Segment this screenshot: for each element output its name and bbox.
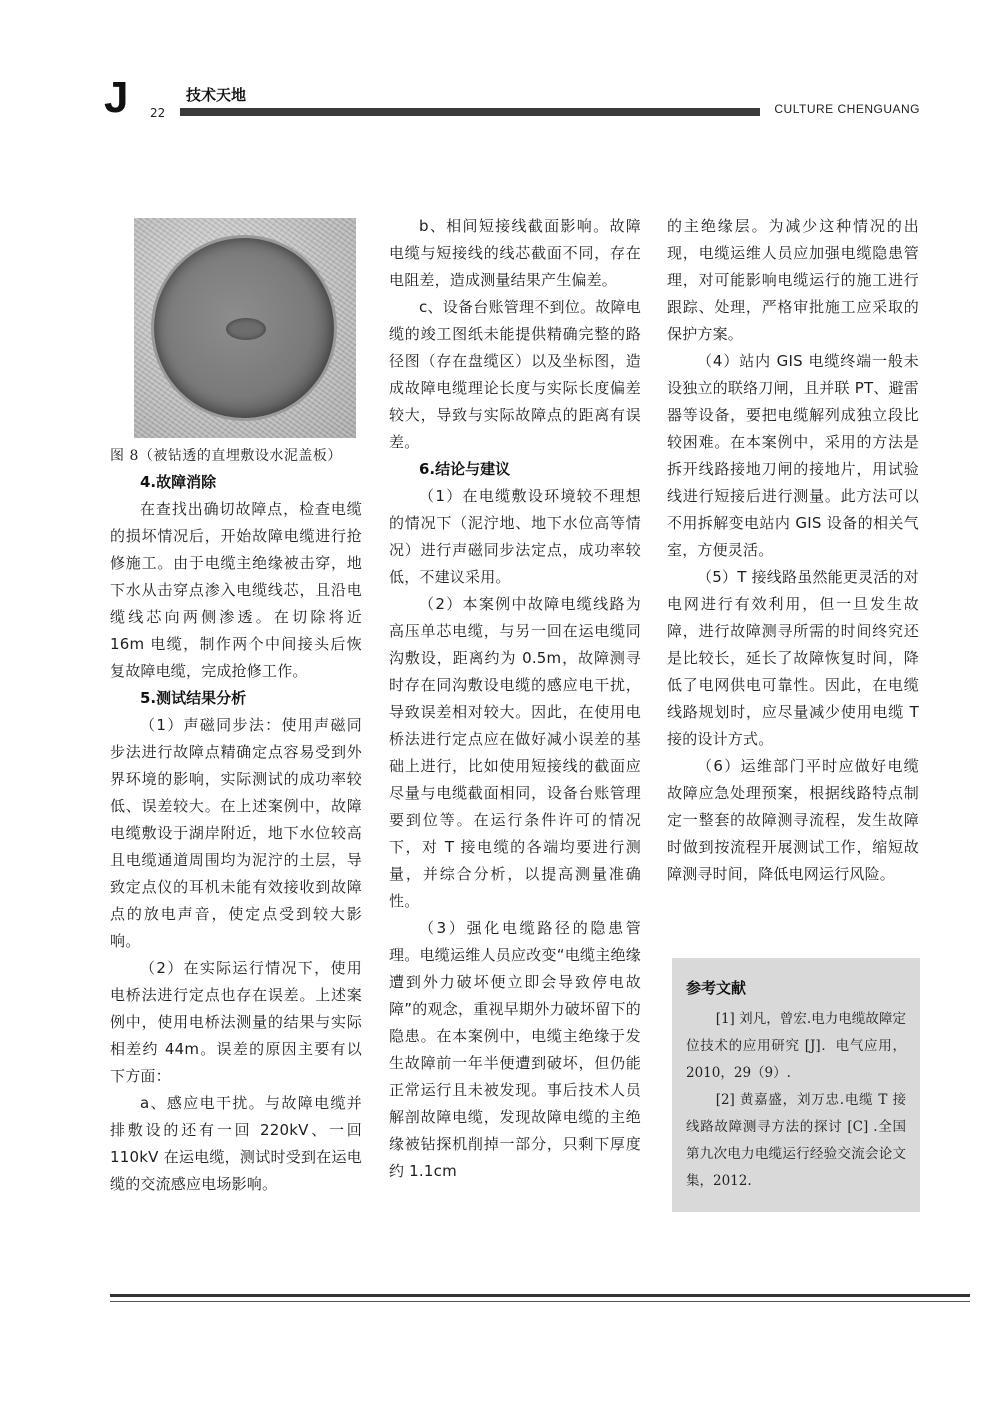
paragraph: （5）T 接线路虽然能更灵活的对电网进行有效利用，但一旦发生故障，进行故障测寻所需的时间终究还是比较长，延长了故障恢复时间，降低了电网供电可靠性。因此，在电缆线路规划时，应尽量减少使用电缆 T 接的设计方式。 [667,568,919,748]
paragraph: a、感应电干扰。与故障电缆并排敷设的还有一回 220kV、一回 110kV 在运电缆，测试时受到在运电缆的交流感应电场影响。 [110,1094,362,1193]
references-box [672,958,920,1212]
paragraph: （3）强化电缆路径的隐患管理。电缆运维人员应改变“电缆主绝缘遭到外力破坏便立即会导致停电故障”的观念，重视早期外力破坏留下的隐患。在本案例中，电缆主绝缘于发生故障前一年半便遭到破坏，但仍能正常运行且未被发现。事后技术人员解剖故障电缆，发现故障电缆的主绝缘被钻探机削掉一部分，只剩下厚度约 1.1cm [389,919,641,1180]
paragraph: 在查找出确切故障点，检查电缆的损坏情况后，开始故障电缆进行抢修施工。由于电缆主绝缘被击穿，地下水从击穿点渗入电缆线芯，且沿电缆线芯向两侧渗透。在切除将近 16m 电缆，制作两个中间接头后恢复故障电缆，完成抢修工作。 [110,500,362,680]
paragraph: （1）声磁同步法：使用声磁同步法进行故障点精确定点容易受到外界环境的影响，实际测试的成功率较低、误差较大。在上述案例中，故障电缆敷设于湖岸附近，地下水位较高且电缆通道周围均为泥泞的土层，导致定点仪的耳机未能有效接收到故障点的放电声音，使定点受到较大影响。 [110,716,362,950]
figure-caption: 图 8（被钻透的直埋敷设水泥盖板） [110,448,342,464]
heading-test-analysis: 5.测试结果分析 [140,689,247,707]
section-title: 技术天地 [186,86,247,104]
paragraph: （1）在电缆敷设环境较不理想的情况下（泥泞地、地下水位高等情况）进行声磁同步法定点，成功率较低，不建议采用。 [389,487,641,586]
magazine-name: CULTURE CHENGUANG [774,102,920,116]
figure-photo [134,218,356,438]
references-title: 参考文献 [686,979,747,997]
header-bar [180,108,760,116]
page-number: 22 [150,106,166,120]
paragraph: b、相间短接线截面影响。故障电缆与短接线的线芯截面不同，存在电阻差，造成测量结果产生偏差。 [389,217,641,289]
heading-fault-elimination: 4.故障消除 [140,473,217,491]
hole-core [226,318,266,340]
column-2 [389,213,641,1185]
heading-conclusion: 6.结论与建议 [419,460,511,478]
paragraph: （4）站内 GIS 电缆终端一般未设独立的联络刀闸，且并联 PT、避雷器等设备，要把电缆解列成独立段比较困难。在本案例中，采用的方法是拆开线路接地刀闸的接地片，用试验线进行短接后进行测量。此方法可以不用拆解变电站内 GIS 设备的相关气室，方便灵活。 [667,352,919,559]
footer-rule [110,1294,970,1297]
footer-rule-thin [110,1301,970,1302]
paragraph: c、设备台账管理不到位。故障电缆的竣工图纸未能提供精确完整的路径图（存在盘缆区）以及坐标图，造成故障电缆理论长度与实际长度偏差较大，导致与实际故障点的距离有误差。 [389,298,641,451]
column-1 [110,213,362,1198]
paragraph: （2）在实际运行情况下，使用电桥法进行定点也存在误差。上述案例中，使用电桥法测量的结果与实际相差约 44m。误差的原因主要有以下方面： [110,959,362,1085]
paragraph: （6）运维部门平时应做好电缆故障应急处理预案，根据线路特点制定一整套的故障测寻流程，发生故障时做到按流程开展测试工作，缩短故障测寻时间，降低电网运行风险。 [667,757,919,883]
paragraph: 的主绝缘层。为减少这种情况的出现，电缆运维人员应加强电缆隐患管理，对可能影响电缆运行的施工进行跟踪、处理，严格审批施工应采取的保护方案。 [667,217,919,343]
header-letter: J [104,73,129,122]
reference-item: [2] 黄嘉盛，刘万忠.电缆 T 接线路故障测寻方法的探讨 [C] .全国第九次电力电缆运行经验交流会论文集，2012. [686,1092,906,1189]
reference-item: [1] 刘凡，曾宏.电力电缆故障定位技术的应用研究 [J]．电气应用，2010，29（9）. [686,1011,906,1081]
paragraph: （2）本案例中故障电缆线路为高压单芯电缆，与另一回在运电缆同沟敷设，距离约为 0.5m，故障测寻时存在同沟敷设电缆的感应电干扰，导致误差相对较大。因此，在使用电桥法进行定点应在做好减小误差的基础上进行，比如使用短接线的截面应尽量与电缆截面相同，设备台账管理要到位等。在运行条件许可的情况下，对 T 接电缆的各端均要进行测量，并综合分析，以提高测量准确性。 [389,595,641,910]
column-3 [667,213,919,888]
